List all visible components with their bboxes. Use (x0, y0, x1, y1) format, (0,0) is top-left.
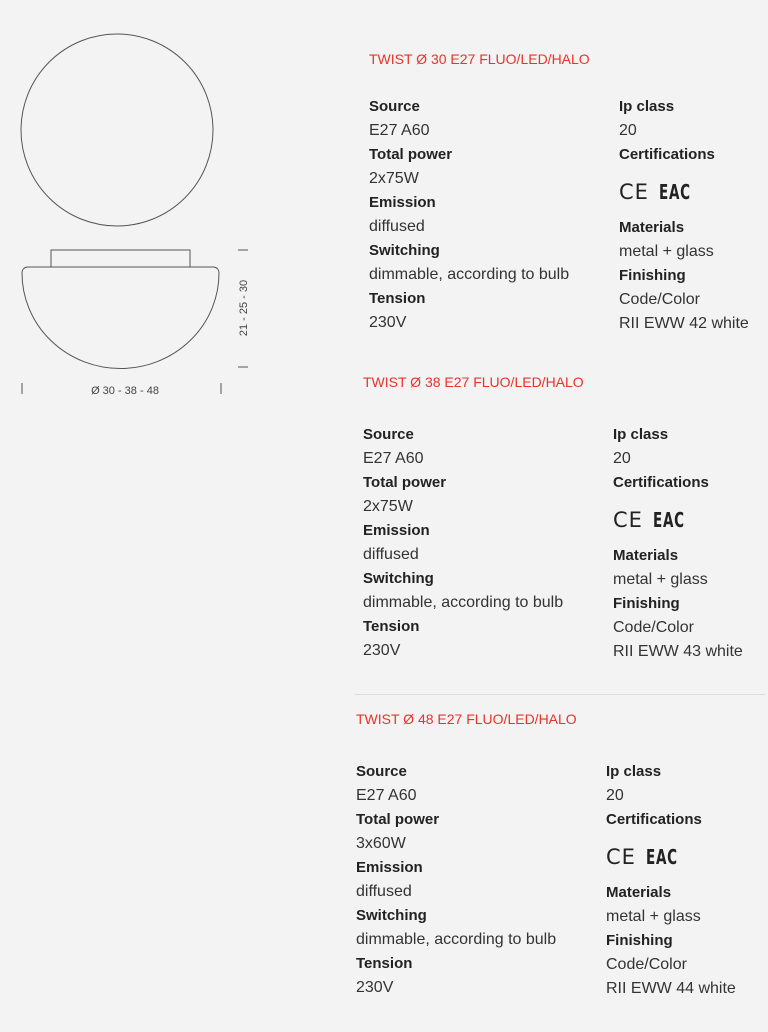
technical-drawing (0, 0, 300, 410)
code-color-value: RII EWW 42 white (619, 315, 749, 332)
emission-value: diffused (363, 546, 419, 563)
finishing-label: Finishing (613, 595, 680, 612)
code-color-value: RII EWW 43 white (613, 643, 743, 660)
switching-value: dimmable, according to bulb (369, 266, 570, 283)
tension-label: Tension (363, 618, 420, 635)
product-title: TWIST Ø 38 E27 FLUO/LED/HALO (363, 374, 584, 390)
certifications-label: Certifications (606, 811, 702, 828)
ce-mark-icon: CE (613, 507, 643, 532)
materials-value: metal + glass (619, 243, 714, 260)
source-label: Source (356, 763, 407, 780)
product-spec-30 (369, 51, 768, 351)
height-dimension: 21 - 25 - 30 (238, 279, 250, 337)
product-spec-38 (363, 374, 768, 674)
ip-value: 20 (606, 787, 624, 804)
materials-value: metal + glass (606, 908, 701, 925)
certifications-label: Certifications (619, 146, 715, 163)
spec-column-left (369, 95, 569, 335)
materials-value: metal + glass (613, 571, 708, 588)
source-value: E27 A60 (356, 787, 417, 804)
tension-value: 230V (363, 642, 401, 659)
spec-column-left (356, 760, 556, 1000)
diameter-dimension: Ø 30 - 38 - 48 (91, 385, 159, 397)
tension-value: 230V (369, 314, 407, 331)
ip-label: Ip class (619, 98, 675, 115)
certifications-label: Certifications (613, 474, 709, 491)
spec-column-right (606, 760, 736, 1001)
power-value: 3x60W (356, 835, 406, 852)
product-spec-48 (356, 711, 766, 1011)
power-value: 2x75W (369, 170, 419, 187)
ip-label: Ip class (613, 426, 669, 443)
eac-mark-icon: EAC (658, 179, 691, 204)
ip-value: 20 (613, 450, 631, 467)
emission-label: Emission (363, 522, 430, 539)
finishing-label: Finishing (606, 932, 673, 949)
spec-column-right (619, 95, 749, 336)
power-label: Total power (369, 146, 453, 163)
tension-label: Tension (356, 955, 413, 972)
emission-label: Emission (369, 194, 436, 211)
source-label: Source (363, 426, 414, 443)
code-color-value: RII EWW 44 white (606, 980, 736, 997)
finishing-label: Finishing (619, 267, 686, 284)
ce-mark-icon: CE (606, 844, 636, 869)
product-title: TWIST Ø 30 E27 FLUO/LED/HALO (369, 51, 590, 67)
side-view-dome (22, 267, 219, 368)
eac-mark-icon: EAC (645, 844, 678, 869)
emission-value: diffused (356, 883, 412, 900)
code-color-label: Code/Color (613, 619, 694, 636)
switching-label: Switching (363, 570, 434, 587)
code-color-label: Code/Color (606, 956, 687, 973)
materials-label: Materials (619, 219, 685, 236)
tension-value: 230V (356, 979, 394, 996)
certifications-marks (619, 167, 749, 216)
certifications-marks (606, 832, 736, 881)
tension-label: Tension (369, 290, 426, 307)
switching-value: dimmable, according to bulb (363, 594, 564, 611)
ce-mark-icon: CE (619, 179, 649, 204)
source-value: E27 A60 (363, 450, 424, 467)
power-label: Total power (363, 474, 447, 491)
ip-label: Ip class (606, 763, 662, 780)
materials-label: Materials (613, 547, 679, 564)
code-color-label: Code/Color (619, 291, 700, 308)
top-view-circle (21, 34, 213, 226)
mount-base (51, 250, 190, 267)
power-label: Total power (356, 811, 440, 828)
emission-value: diffused (369, 218, 425, 235)
source-value: E27 A60 (369, 122, 430, 139)
switching-value: dimmable, according to bulb (356, 931, 557, 948)
materials-label: Materials (606, 884, 672, 901)
switching-label: Switching (369, 242, 440, 259)
emission-label: Emission (356, 859, 423, 876)
source-label: Source (369, 98, 420, 115)
power-value: 2x75W (363, 498, 413, 515)
spec-column-right (613, 423, 743, 664)
certifications-marks (613, 495, 743, 544)
product-title: TWIST Ø 48 E27 FLUO/LED/HALO (356, 711, 577, 727)
switching-label: Switching (356, 907, 427, 924)
spec-column-left (363, 423, 563, 663)
section-divider (355, 694, 765, 695)
ip-value: 20 (619, 122, 637, 139)
eac-mark-icon: EAC (652, 507, 685, 532)
